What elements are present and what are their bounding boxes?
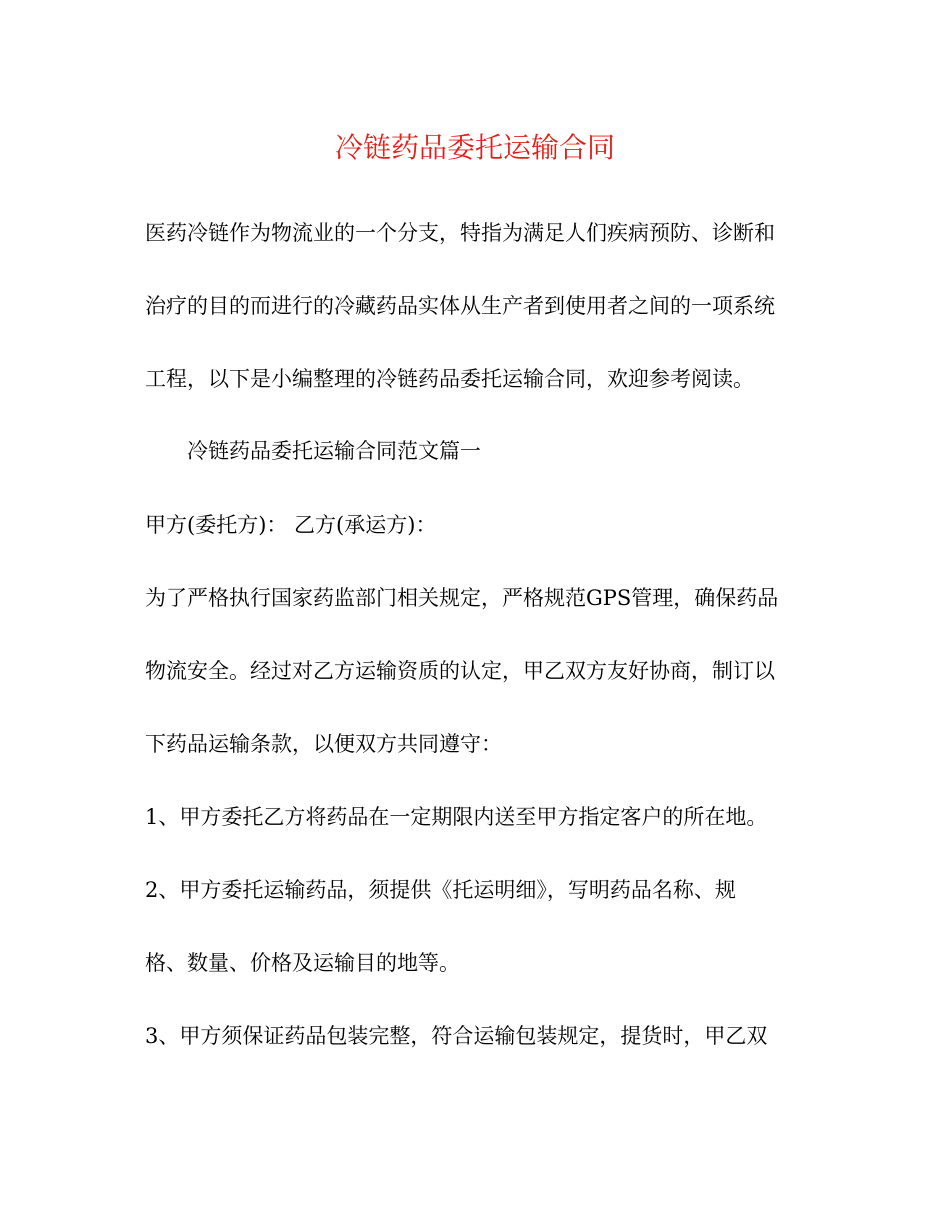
section-heading: 冷链药品委托运输合同范文篇一 bbox=[187, 439, 481, 463]
intro-line-3: 工程，以下是小编整理的冷链药品委托运输合同，欢迎参考阅读。 bbox=[145, 367, 754, 391]
clause-3-line-1: 3、甲方须保证药品包装完整，符合运输包装规定，提货时，甲乙双 bbox=[145, 1024, 768, 1048]
preamble-line-1: 为了严格执行国家药监部门相关规定，严格规范GPS管理，确保药品 bbox=[145, 586, 779, 610]
preamble-line-2: 物流安全。经过对乙方运输资质的认定，甲乙双方友好协商，制订以 bbox=[145, 659, 775, 683]
parties-line: 甲方(委托方)： 乙方(承运方)： bbox=[145, 513, 437, 537]
clause-2-line-2: 格、数量、价格及运输目的地等。 bbox=[145, 951, 460, 975]
intro-line-1: 医药冷链作为物流业的一个分支，特指为满足人们疾病预防、诊断和 bbox=[145, 221, 775, 245]
clause-2-line-1: 2、甲方委托运输药品，须提供《托运明细》，写明药品名称、规 bbox=[145, 878, 736, 902]
document-title: 冷链药品委托运输合同 bbox=[334, 131, 615, 164]
preamble-line-3: 下药品运输条款，以便双方共同遵守： bbox=[145, 732, 502, 756]
clause-1-line: 1、甲方委托乙方将药品在一定期限内送至甲方指定客户的所在地。 bbox=[145, 805, 768, 829]
intro-line-2: 治疗的目的而进行的冷藏药品实体从生产者到使用者之间的一项系统 bbox=[145, 294, 775, 318]
